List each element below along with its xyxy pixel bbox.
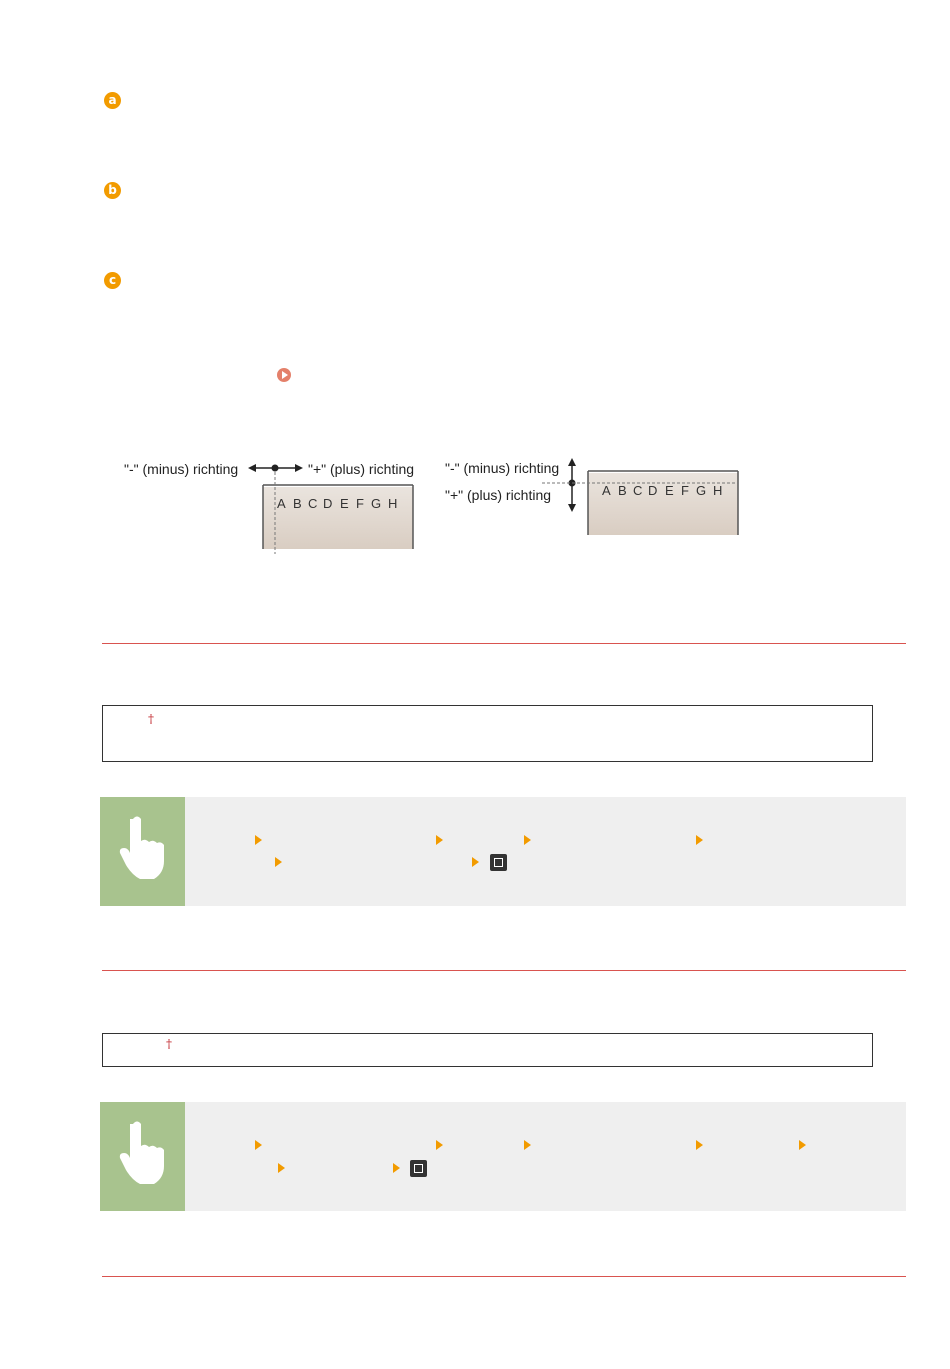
callout-c-icon: c bbox=[104, 272, 121, 289]
left-plus-label: "+" (plus) richting bbox=[308, 461, 415, 477]
step-arrow-icon bbox=[278, 1163, 285, 1173]
margin-direction-diagram bbox=[110, 450, 750, 555]
left-letter: D bbox=[323, 496, 333, 511]
step-arrow-icon bbox=[255, 1140, 262, 1150]
section-divider bbox=[102, 970, 906, 971]
right-letter: D bbox=[648, 483, 658, 498]
operation-panel bbox=[100, 1102, 906, 1211]
step-arrow-icon bbox=[472, 857, 479, 867]
home-icon[interactable] bbox=[410, 1160, 427, 1177]
step-arrow-icon bbox=[393, 1163, 400, 1173]
right-letter: C bbox=[633, 483, 643, 498]
pointing-hand-icon bbox=[100, 1102, 185, 1211]
right-letter: F bbox=[681, 483, 689, 498]
step-arrow-icon bbox=[696, 1140, 703, 1150]
operation-panel bbox=[100, 797, 906, 906]
default-marker: † bbox=[166, 1037, 172, 1051]
right-plus-label: "+" (plus) richting bbox=[445, 487, 552, 503]
play-circle-icon[interactable] bbox=[277, 368, 291, 382]
left-letter: B bbox=[293, 496, 302, 511]
step-arrow-icon bbox=[436, 1140, 443, 1150]
right-letter: B bbox=[618, 483, 627, 498]
right-letter: G bbox=[696, 483, 707, 498]
default-marker: † bbox=[148, 712, 154, 726]
settings-box bbox=[102, 705, 873, 762]
callout-a-icon: a bbox=[104, 92, 121, 109]
left-minus-label: "-" (minus) richting bbox=[124, 461, 239, 477]
step-arrow-icon bbox=[275, 857, 282, 867]
left-origin-dot bbox=[272, 465, 279, 472]
section-divider bbox=[102, 1276, 906, 1277]
right-minus-label: "-" (minus) richting bbox=[445, 460, 560, 476]
step-arrow-icon bbox=[524, 1140, 531, 1150]
left-letter: E bbox=[340, 496, 349, 511]
settings-box bbox=[102, 1033, 873, 1067]
left-letter: H bbox=[388, 496, 398, 511]
pointing-hand-icon bbox=[100, 797, 185, 906]
right-letter: A bbox=[602, 483, 611, 498]
step-arrow-icon bbox=[696, 835, 703, 845]
left-letter: F bbox=[356, 496, 364, 511]
left-letter: C bbox=[308, 496, 318, 511]
right-letter: H bbox=[713, 483, 723, 498]
section-divider bbox=[102, 643, 906, 644]
step-arrow-icon bbox=[524, 835, 531, 845]
step-arrow-icon bbox=[799, 1140, 806, 1150]
left-letter: A bbox=[277, 496, 286, 511]
home-icon[interactable] bbox=[490, 854, 507, 871]
left-letter: G bbox=[371, 496, 382, 511]
step-arrow-icon bbox=[255, 835, 262, 845]
callout-b-icon: b bbox=[104, 182, 121, 199]
step-arrow-icon bbox=[436, 835, 443, 845]
right-letter: E bbox=[665, 483, 674, 498]
